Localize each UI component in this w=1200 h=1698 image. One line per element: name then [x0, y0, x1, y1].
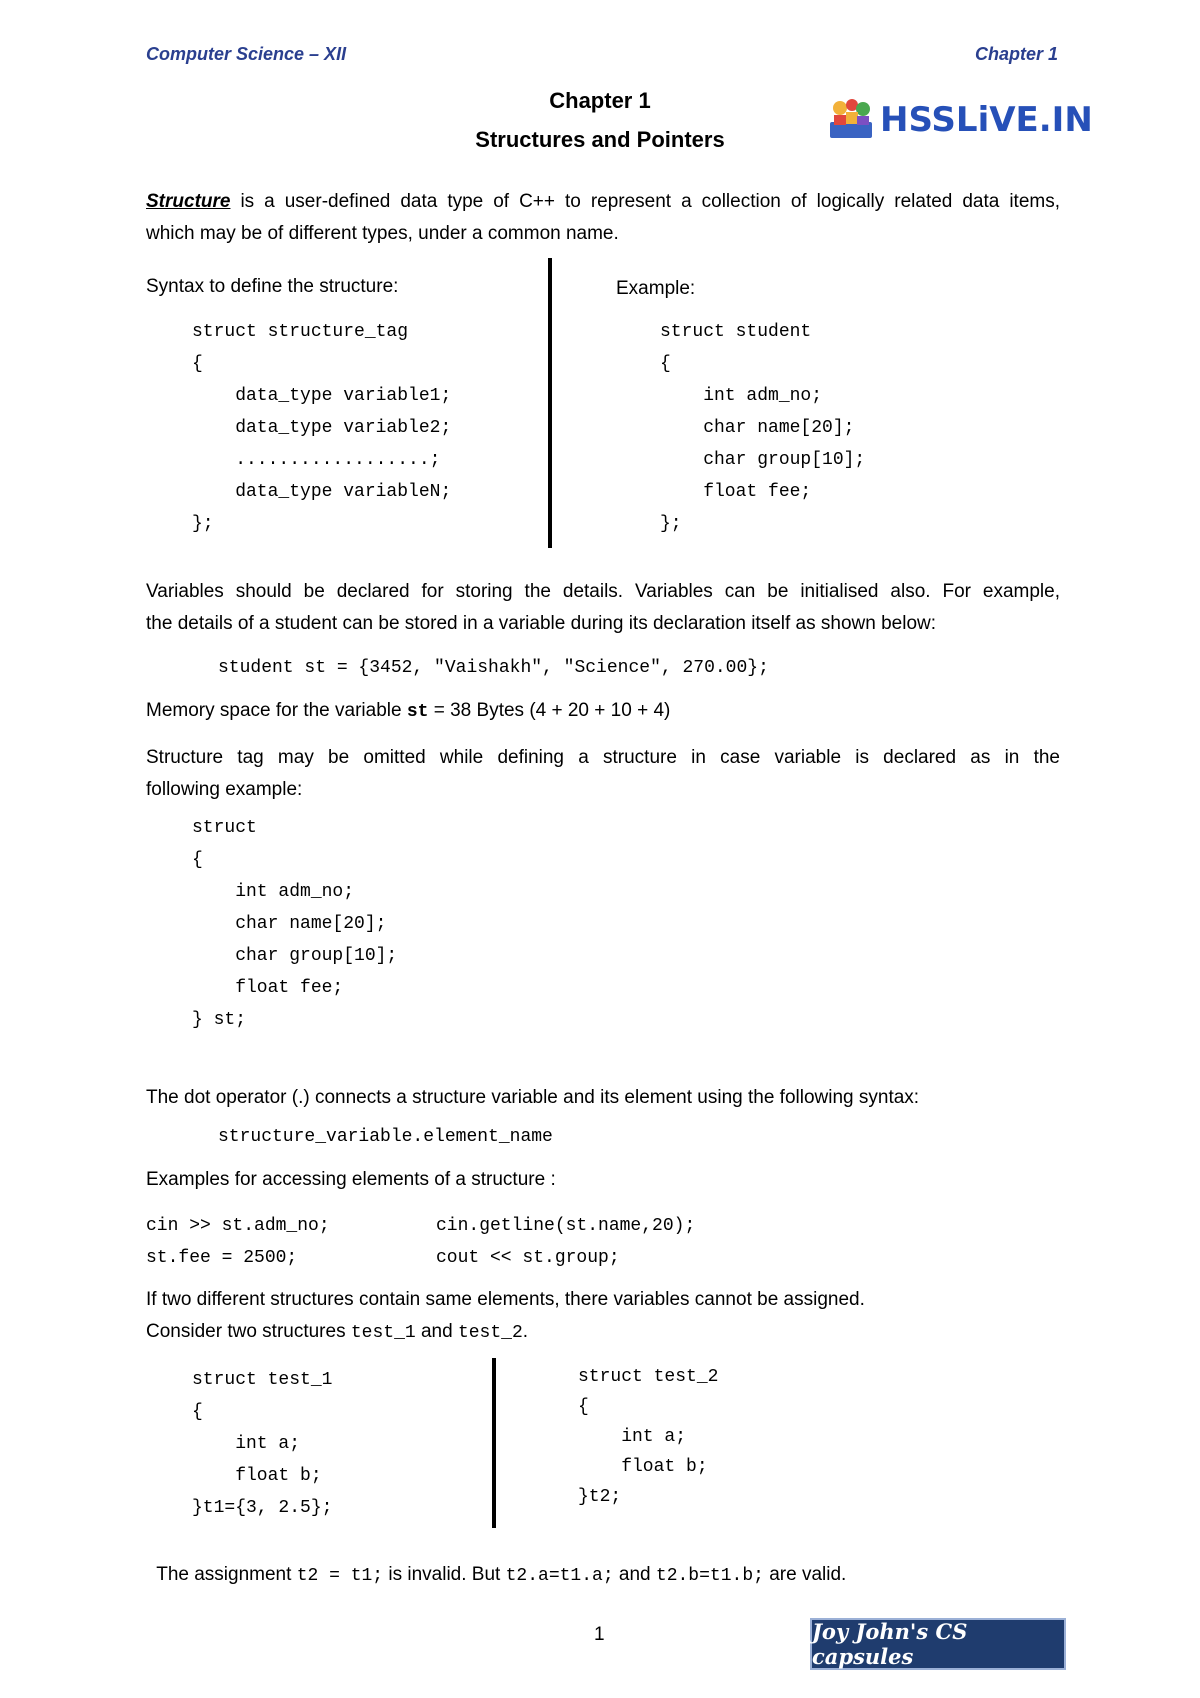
code-line: struct test_1	[192, 1370, 333, 1390]
final-mid-2: and	[613, 1564, 656, 1585]
code-line: cout << st.group;	[436, 1248, 620, 1268]
omit-paragraph	[146, 742, 1060, 806]
code-line: int adm_no;	[660, 386, 823, 406]
assign-line2	[146, 1316, 1060, 1349]
test1-code	[192, 1364, 332, 1524]
code-line: {	[192, 850, 203, 870]
code-line: char group[10];	[192, 946, 398, 966]
assign-line2-prefix: Consider two structures	[146, 1321, 351, 1342]
code-line: data_type variable1;	[192, 386, 452, 406]
struct-name-1: test_1	[350, 1323, 416, 1343]
code-line: char group[10];	[660, 450, 866, 470]
access-examples-left	[146, 1210, 330, 1274]
code-line: };	[192, 514, 214, 534]
memory-suffix: = 38 Bytes (4 + 20 + 10 + 4)	[428, 700, 671, 721]
assign-and: and	[415, 1321, 458, 1342]
assign-dot: .	[522, 1321, 529, 1342]
dot-syntax-code: structure_variable.element_name	[218, 1127, 553, 1147]
code-line: struct structure_tag	[192, 322, 409, 342]
code-line: {	[660, 354, 671, 374]
hsslive-logo[interactable]	[828, 96, 1093, 144]
code-line: int adm_no;	[192, 882, 355, 902]
author-badge	[810, 1618, 1066, 1670]
code-line: cin.getline(st.name,20);	[436, 1216, 696, 1236]
final-suffix: are valid.	[763, 1564, 847, 1585]
vars-line1: Variables should be declared for storing the details. Variables can be initialised also. For example,	[146, 581, 1060, 602]
code-line: } st;	[192, 1010, 247, 1030]
assignment-conclusion	[146, 1542, 846, 1586]
code-line: {	[578, 1397, 589, 1417]
final-code-3: t2.b=t1.b;	[655, 1566, 764, 1586]
access-examples-right	[436, 1210, 695, 1274]
code-line: st.fee = 2500;	[146, 1248, 298, 1268]
final-mid-1: is invalid. But	[383, 1564, 506, 1585]
syntax-label: Syntax to define the structure:	[146, 276, 399, 297]
chapter-title: Chapter 1	[549, 88, 651, 113]
header-right: Chapter 1	[975, 44, 1059, 64]
chapter-subtitle: Structures and Pointers	[475, 127, 725, 152]
omit-line2: following example:	[146, 779, 303, 800]
example-label: Example:	[616, 278, 696, 299]
variables-paragraph	[146, 576, 1060, 640]
intro-line1: is a user-defined data type of C++ to represent a collection of logically related data items,	[230, 191, 1060, 212]
children-books-icon	[828, 96, 874, 142]
vars-line2: the details of a student can be stored in a variable during its declaration itself as shown below:	[146, 613, 937, 634]
code-line: struct test_2	[578, 1367, 719, 1387]
examples-label: Examples for accessing elements of a structure :	[146, 1169, 556, 1190]
code-line: char name[20];	[192, 914, 387, 934]
final-prefix: The assignment	[156, 1564, 297, 1585]
dot-operator-line: The dot operator (.) connects a structure variable and its element using the following syntax:	[146, 1087, 920, 1108]
omit-line1: Structure tag may be omitted while defining a structure in case variable is declared as in the	[146, 747, 1060, 768]
syntax-code	[192, 316, 451, 540]
struct-name-2: test_2	[457, 1323, 523, 1343]
example-code	[660, 316, 865, 540]
code-line: data_type variable2;	[192, 418, 452, 438]
code-line: ..................;	[192, 450, 441, 470]
code-line: }t2;	[578, 1487, 622, 1507]
assign-line1: If two different structures contain same elements, there variables cannot be assigned.	[146, 1289, 865, 1310]
init-code: student st = {3452, "Vaishakh", "Science", 270.00};	[218, 658, 769, 678]
code-line: data_type variableN;	[192, 482, 452, 502]
final-code-2: t2.a=t1.a;	[505, 1566, 614, 1586]
memory-var: st	[406, 702, 429, 722]
omit-code	[192, 812, 397, 1036]
memory-prefix: Memory space for the variable	[146, 700, 407, 721]
code-line: }t1={3, 2.5};	[192, 1498, 333, 1518]
test2-code	[578, 1362, 718, 1512]
struct-divider	[492, 1358, 496, 1528]
code-line: char name[20];	[660, 418, 855, 438]
header-left: Computer Science – XII	[146, 44, 347, 64]
code-line: int a;	[578, 1427, 687, 1447]
structure-term: Structure	[146, 191, 231, 212]
author-badge-text: Joy John's CS capsules	[812, 1619, 968, 1669]
code-line: cin >> st.adm_no;	[146, 1216, 330, 1236]
code-line: float fee;	[192, 978, 344, 998]
intro-line2: which may be of different types, under a common name.	[146, 223, 619, 244]
intro-paragraph	[146, 186, 1060, 250]
code-line: float b;	[578, 1457, 708, 1477]
code-line: int a;	[192, 1434, 301, 1454]
code-line: {	[192, 1402, 203, 1422]
syntax-divider	[548, 258, 552, 548]
final-code-1: t2 = t1;	[296, 1566, 384, 1586]
code-line: struct	[192, 818, 257, 838]
memory-line	[146, 700, 670, 722]
code-line: float fee;	[660, 482, 812, 502]
code-line: };	[660, 514, 682, 534]
assignment-paragraph	[146, 1284, 1060, 1349]
logo-text: HSSLiVE.IN	[880, 100, 1093, 140]
page-number: 1	[594, 1624, 605, 1645]
code-line: float b;	[192, 1466, 322, 1486]
code-line: struct student	[660, 322, 812, 342]
code-line: {	[192, 354, 203, 374]
